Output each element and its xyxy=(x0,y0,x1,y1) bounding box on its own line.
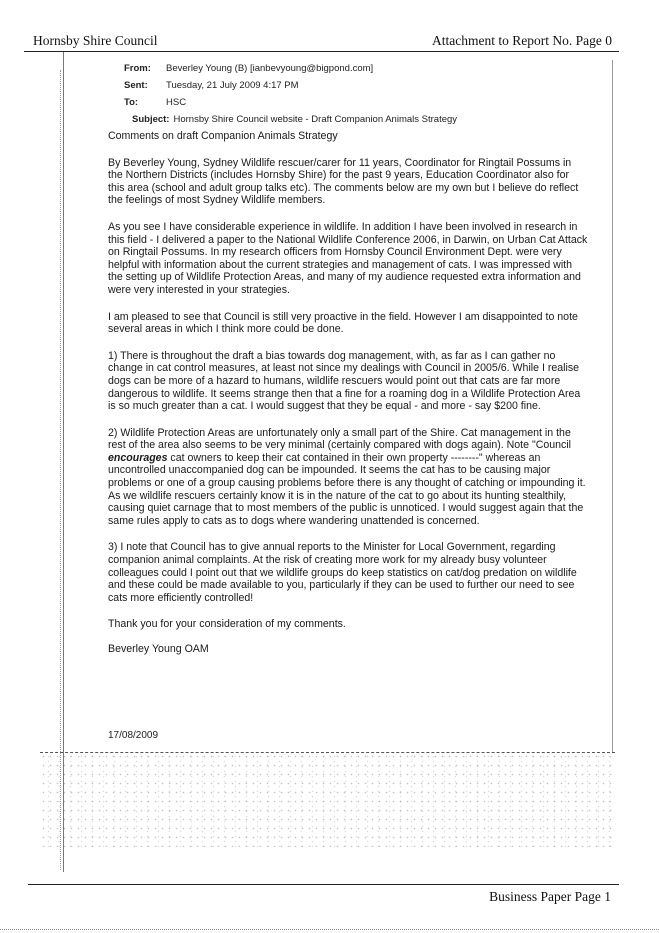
letter-heading: Comments on draft Companion Animals Strategy xyxy=(108,130,338,142)
scan-noise xyxy=(40,752,615,847)
header-attachment-label: Attachment to Report No. Page 0 xyxy=(432,33,612,48)
email-header xyxy=(124,60,457,128)
paragraph-point-1: 1) There is throughout the draft a bias towards dog management, with, as far as I can gather no change in cat control measures, at least not since my dealings with Council in 2005/6. While I realise dogs can be more of a hazard to humans, wildlife rescuers would point out that cats are far more dangerous to wildlife. It seems strange then that a fine for a roaming dog in a Wildlife Protection Area is so much greater than a cat. I would suggest that they be equal - and more - say $200 fine. xyxy=(108,349,581,413)
letter-body xyxy=(108,130,588,670)
footer-page-label: Business Paper Page 1 xyxy=(489,889,611,904)
date-stamp: 17/08/2009 xyxy=(108,730,159,741)
paragraph-proactive: I am pleased to see that Council is still very proactive in the field. However I am disappointed to note several areas in which I think more could be done. xyxy=(108,310,578,336)
email-to-row xyxy=(124,94,457,111)
header-council-name: Hornsby Shire Council xyxy=(33,33,158,48)
bottom-edge xyxy=(0,929,659,930)
email-to-value: HSC xyxy=(166,97,187,108)
email-to-label: To: xyxy=(124,97,139,108)
email-subject-label: Subject: xyxy=(132,114,170,125)
paragraph-point-3: 3) I note that Council has to give annual reports to the Minister for Local Government, regarding companion animal complaints. At the risk of creating more work for my already busy volunteer colleagues could I point out that we wildlife groups do keep statistics on cat/dog predation on wildlife and these could be made available to you, particularly if they can be used to further our need to see cats more efficiently controlled! xyxy=(108,541,577,604)
point-2-text-start: 2) Wildlife Protection Areas are unfortunately only a small part of the Shire. Cat management in the rest of the area also seems to be very minimal (certainly compared with dogs again). Note "Council xyxy=(108,426,572,452)
email-sent-label: Sent: xyxy=(124,80,148,91)
paragraph-experience: As you see I have considerable experience in wildlife. In addition I have been involved in research in this field - I delivered a paper to the National Wildlife Conference 2006, in Darwin, on Urban Cat Attack on Ringtail Possums. In my research officers from Hornsby Council Environment Dept. were very helpful with information about the current strategies and management of cats. I was impressed with the setting up of Wildlife Protection Areas, and many of my audience requested extra information and were very interested in your strategies. xyxy=(108,220,588,296)
margin-line xyxy=(63,52,64,872)
email-subject-value: Hornsby Shire Council website - Draft Companion Animals Strategy xyxy=(173,114,458,125)
point-2-text-end: cat owners to keep their cat contained in their own property --------" whereas an uncontrolled unaccompanied dog can be impounded. It seems the cat has to be causing major problems or one of a group causing problems before there is any thought of catching or impounding it. As we wildlife rescuers certainly know it is in the nature of the cat to go about its hunting stealthily, causing quiet carnage that to most members of the public is unnoticed. I would suggest again that the same rules apply to cats as to dogs where wandering unattended is concerned. xyxy=(108,451,586,527)
email-from-label: From: xyxy=(124,63,151,74)
signature: Beverley Young OAM xyxy=(108,643,209,655)
footer-rule xyxy=(28,884,619,885)
email-from-row xyxy=(124,60,457,77)
paragraph-intro: By Beverley Young, Sydney Wildlife rescuer/carer for 11 years, Coordinator for Ringtail Possums in the Northern Districts (includes Hornsby Shire) for the past 9 years, Education Coordinator also for this area (school and adult group talks etc). The comments below are my own but I believe do reflect the feelings of most Sydney Wildlife members. xyxy=(108,156,579,207)
email-subject-row xyxy=(124,111,457,128)
paragraph-point-2 xyxy=(108,427,588,528)
email-sent-value: Tuesday, 21 July 2009 4:17 PM xyxy=(166,80,299,91)
email-from-value: Beverley Young (B) [ianbevyoung@bigpond.com] xyxy=(166,63,374,74)
point-2-emphasis: encourages xyxy=(108,451,168,464)
right-margin-line xyxy=(612,60,613,752)
margin-line-dotted xyxy=(60,70,61,870)
header-rule xyxy=(24,51,619,52)
email-sent-row xyxy=(124,77,457,94)
paragraph-thanks: Thank you for your consideration of my comments. xyxy=(108,618,346,631)
